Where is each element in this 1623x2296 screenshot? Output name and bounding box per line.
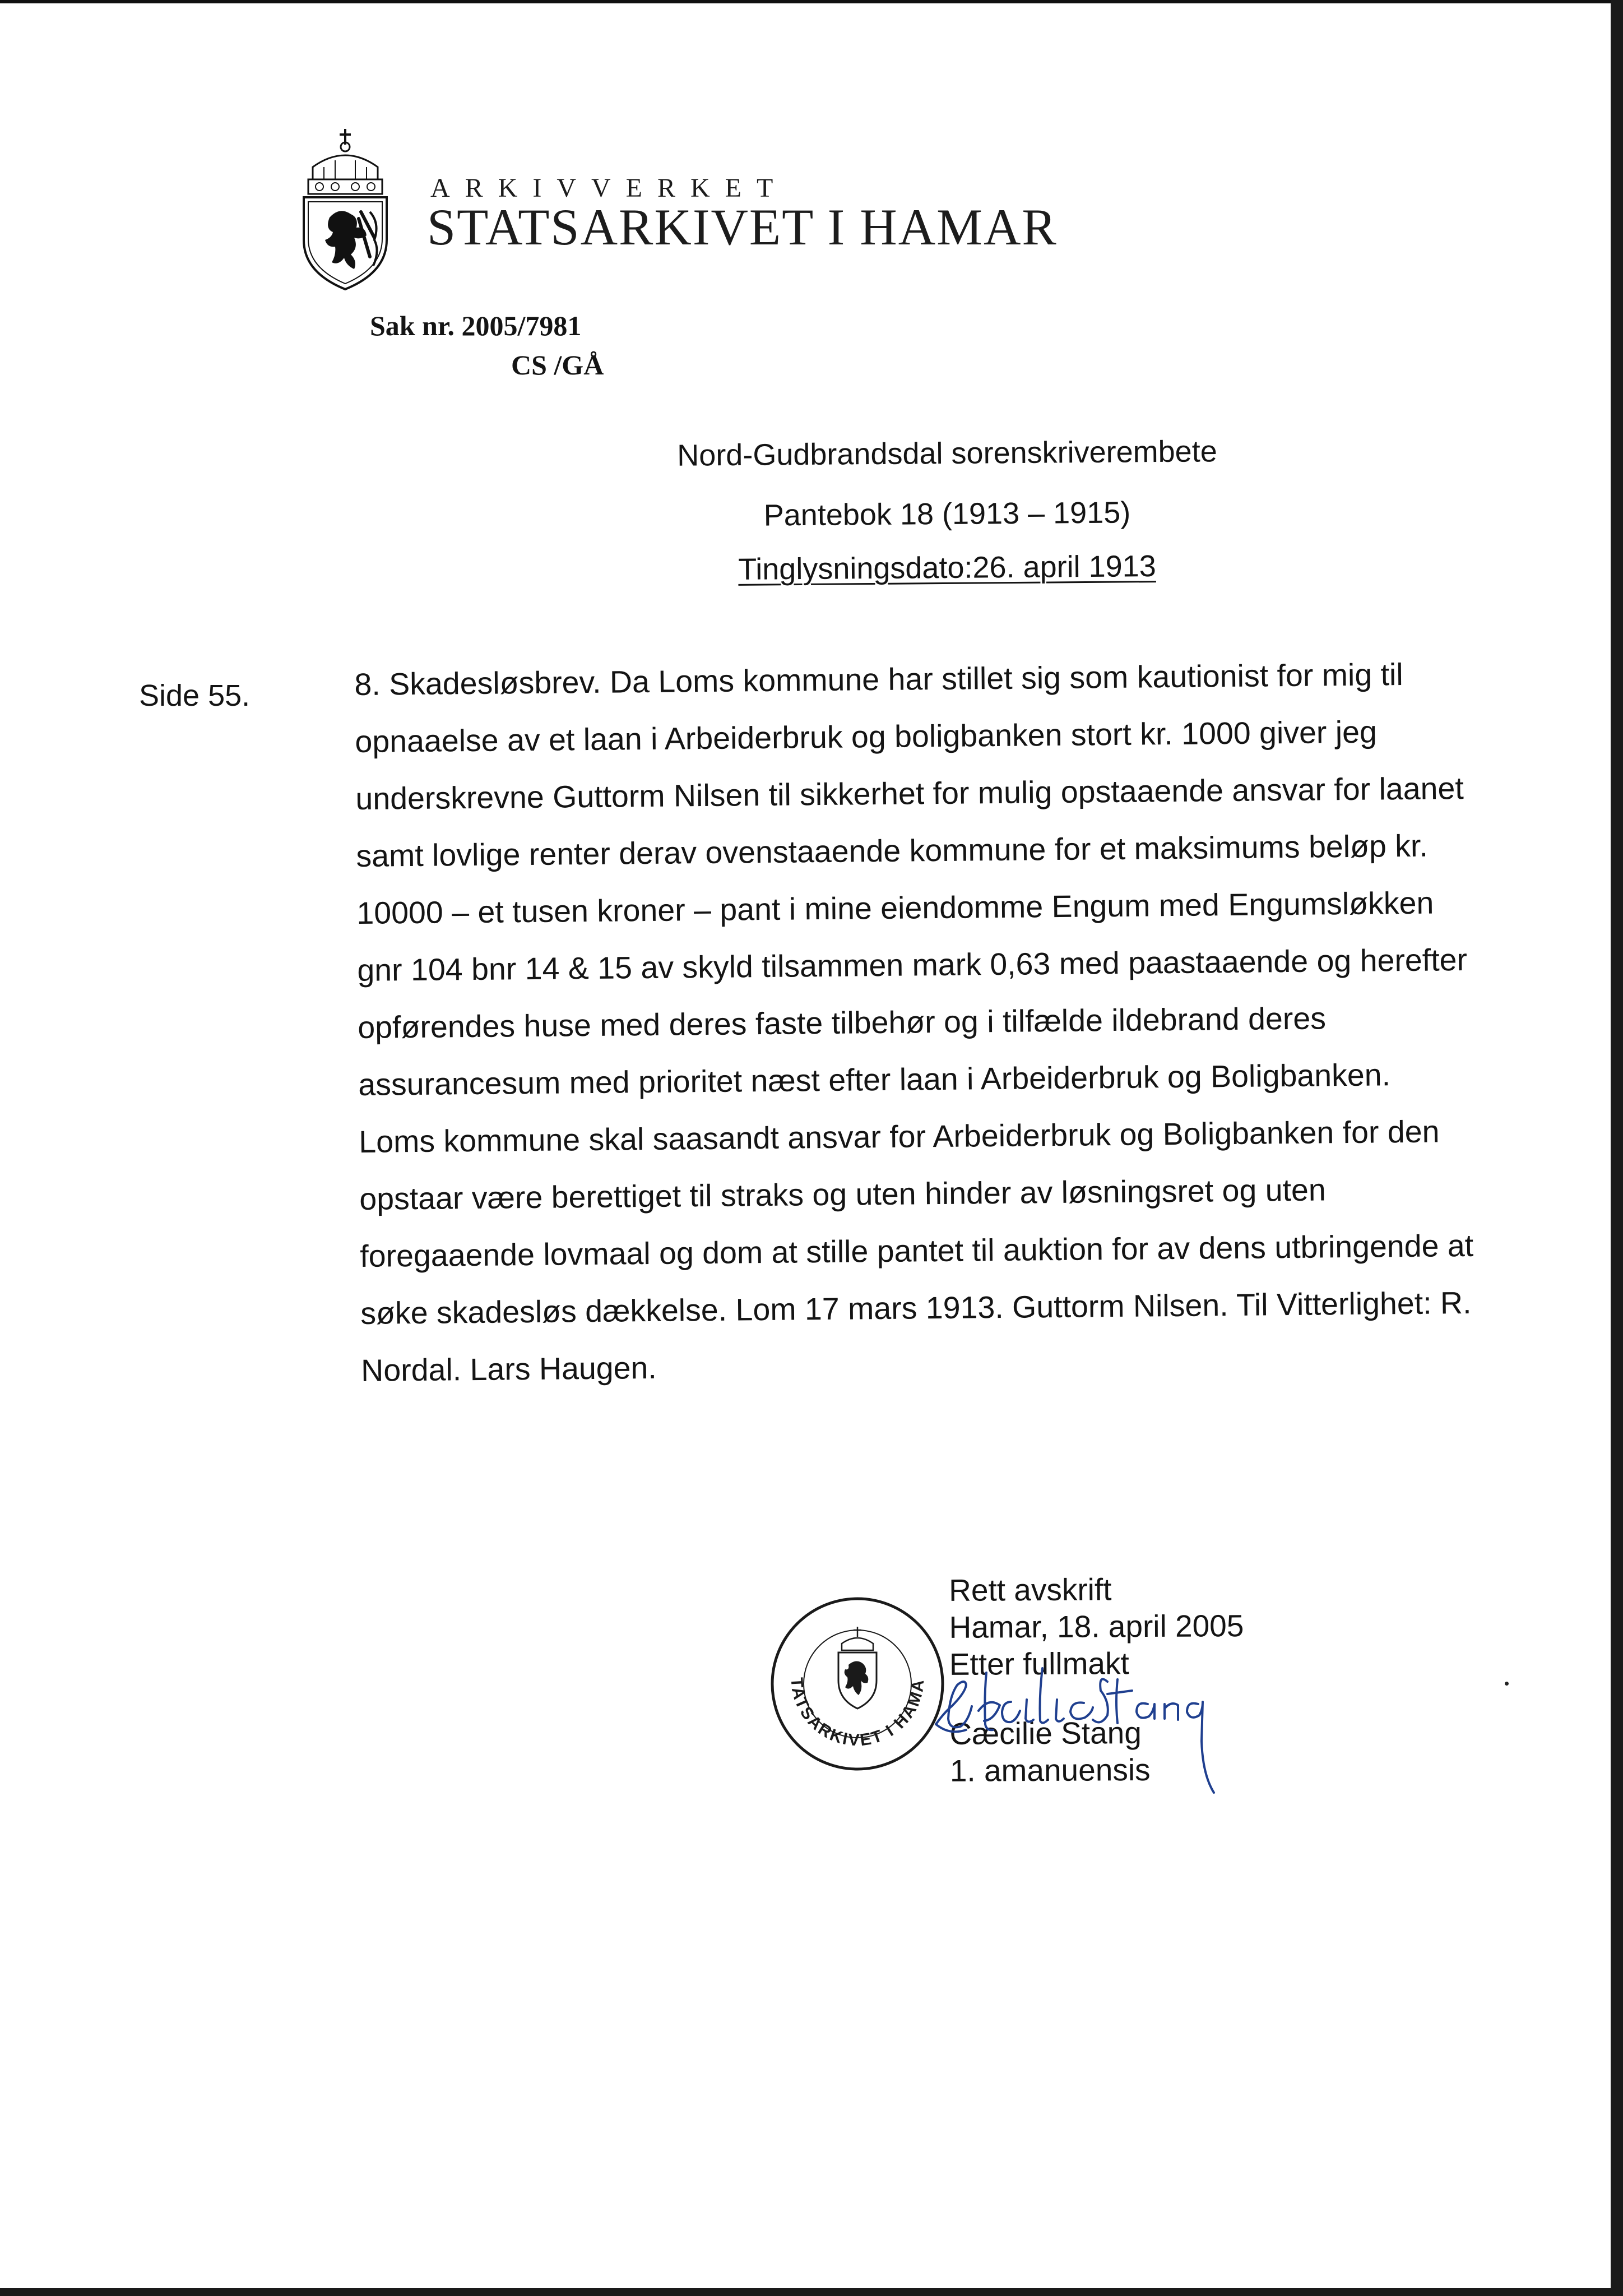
scan-speck [1505, 1682, 1509, 1686]
case-number: Sak nr. 2005/7981 [370, 310, 582, 341]
registration-date-text: Tinglysningsdato:26. april 1913 [738, 549, 1156, 586]
body-line: 8. Skadesløsbrev. Da Loms kommune har stillet sig som kautionist for mig til [354, 657, 1403, 702]
certification-authority: Etter fullmakt [949, 1646, 1129, 1682]
body-line: underskrevne Guttorm Nilsen til sikkerhet for mulig opstaaende ansvar for laanet [355, 771, 1464, 816]
scan-edge-right [1611, 0, 1623, 2296]
page-reference: Side 55. [139, 679, 251, 712]
scan-edge-bottom [0, 2288, 1623, 2296]
registration-date-heading [588, 548, 1306, 588]
handwritten-signature-icon [933, 1646, 1246, 1797]
stamp-text: TATSARKIVET I HAMA [787, 1677, 928, 1750]
norwegian-coat-of-arms-icon [296, 128, 397, 290]
body-line: Nordal. Lars Haugen. [360, 1350, 657, 1388]
body-line: 10000 – et tusen kroner – pant i mine eiendomme Engum med Engumsløkken [356, 885, 1434, 931]
case-initials: CS /GÅ [511, 349, 604, 381]
office-heading: Nord-Gudbrandsdal sorenskriverembete [677, 434, 1217, 473]
body-line: assurancesum med prioritet næst efter laan i Arbeiderbruk og Boligbanken. [358, 1057, 1391, 1102]
signatory-title: 1. amanuensis [949, 1752, 1151, 1788]
body-line: gnr 104 bnr 14 & 15 av skyld tilsammen mark 0,63 med paastaaende og herefter [357, 942, 1468, 988]
body-line: Loms kommune skal saasandt ansvar for Arbeiderbruk og Boligbanken for den [359, 1114, 1440, 1159]
certification-place-date: Hamar, 18. april 2005 [949, 1608, 1244, 1645]
certification-line: Rett avskrift [948, 1572, 1112, 1608]
agency-name-main: STATSARKIVET I HAMAR [427, 198, 1058, 256]
body-line: opnaaelse av et laan i Arbeiderbruk og boligbanken stort kr. 1000 giver jeg [355, 714, 1378, 759]
body-line: samt lovlige renter derav ovenstaaende kommune for et maksimums beløp kr. [356, 828, 1429, 873]
register-heading: Pantebok 18 (1913 – 1915) [763, 496, 1131, 533]
body-line: opstaar være berettiget til straks og uten hinder av løsningsret og uten [359, 1172, 1327, 1216]
archive-seal-stamp-icon [769, 1595, 946, 1772]
body-line: søke skadesløs dækkelse. Lom 17 mars 1913. Guttorm Nilsen. Til Vitterlighet: R. [360, 1285, 1472, 1331]
scan-edge-top [0, 0, 1623, 3]
signatory-name: Cæcilie Stang [949, 1715, 1142, 1751]
document-body [354, 644, 1578, 1399]
agency-name-top: ARKIVVERKET [430, 173, 789, 203]
body-line: opførendes huse med deres faste tilbehør og i tilfælde ildebrand deres [358, 1001, 1327, 1045]
body-line: foregaaende lovmaal og dom at stille pantet til auktion for av dens utbringende at [359, 1228, 1474, 1274]
